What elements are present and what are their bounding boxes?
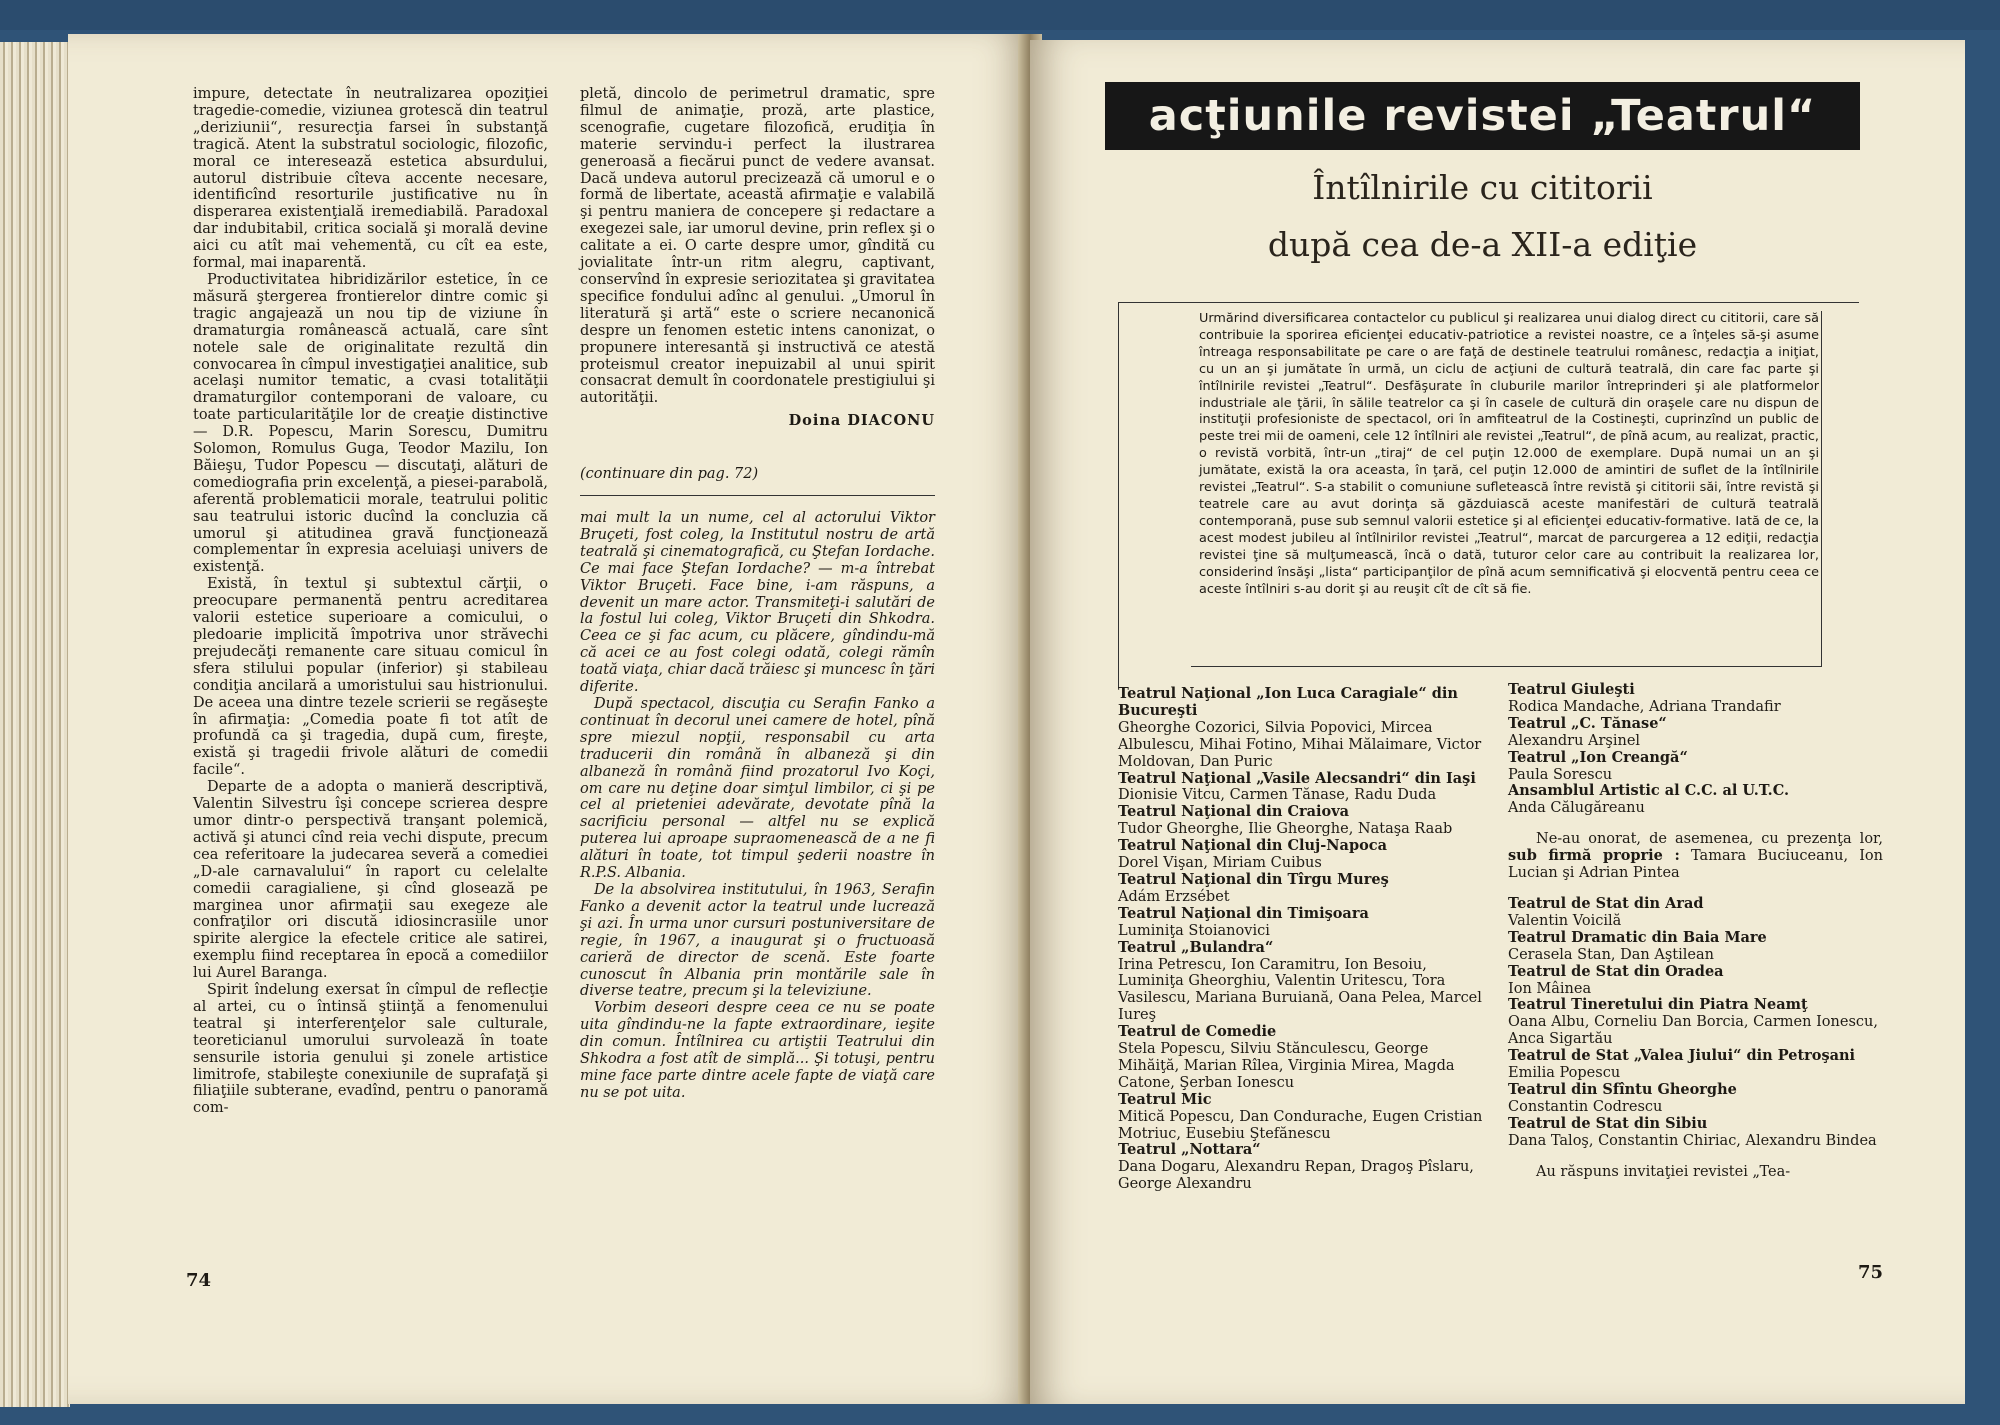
theatre-name: Teatrul Dramatic din Baia Mare	[1508, 928, 1767, 946]
participant-entry	[1508, 682, 1883, 716]
participants-column-2	[1508, 682, 1883, 1180]
page-stack-edge	[0, 42, 70, 1407]
actor-names: Rodica Mandache, Adriana Trandafir	[1508, 698, 1781, 715]
right-page	[1030, 40, 1965, 1404]
paragraph: impure, detectate în neutralizarea opoziţiei tragedie-comedie, viziunea grotescă din teatrul „deriziunii“, resurecţia farsei în substanţă tragică. Atent la substratul sociologic, filozofic, moral ce interesează estetica absurdului, autorul distribuie cîteva accente necesare, identificînd resorturile justificative nu în disperarea existenţială iremediabilă. Paradoxal dar indubitabil, critica socială şi morală devine aici cu atît mai vehementă, cu cît ea este, formal, mai inaparentă.	[193, 86, 548, 272]
actor-names: Anda Călugăreanu	[1508, 800, 1645, 817]
honored-paragraph	[1508, 831, 1883, 882]
theatre-name: Teatrul „C. Tănase“	[1508, 714, 1667, 732]
actor-names: Dana Dogaru, Alexandru Repan, Dragoş Pîslaru, George Alexandru	[1118, 1159, 1474, 1193]
italic-article-text	[580, 510, 935, 1102]
participant-entry	[1508, 1082, 1883, 1116]
theatre-name: Teatrul Naţional „Vasile Alecsandri“ din Iaşi	[1118, 769, 1476, 787]
actor-names: Emilia Popescu	[1508, 1065, 1621, 1082]
participant-entry	[1508, 997, 1883, 1048]
actor-names: Cerasela Stan, Dan Aştilean	[1508, 946, 1714, 963]
paragraph: pletă, dincolo de perimetrul dramatic, spre filmul de animaţie, proză, arte plastice, scenografie, cugetare filozofică, erudiţia în materie servindu-i perfect la ilustrarea generoasă a fiecărui punct de vedere avansat. Dacă undeva autorul precizează că umorul e o formă de libertate, această afirmaţie e valabilă şi pentru maniera de concepere şi redactare a exegezei sale, iar umorul devine, prin reflex şi o calitate a ei. O carte despre umor, gîndită cu jovialitate într-un ritm alegru, captivant, conservînd în expresie seriozitatea şi gravitatea specifice fondului adînc al genului. „Umorul în literatură şi artă“ este o scriere necanonică despre un fenomen estetic intens canonizat, o propunere interesantă şi instructivă ce atestă proteismul creator inepuizabil al unui spirit consacrat demult în coordonatele prestigiului şi autorităţii.	[580, 86, 935, 407]
honored-people: Tamara Buciuceanu, Ion Lucian şi Adrian Pintea	[1508, 848, 1883, 882]
participant-entry	[1118, 872, 1493, 906]
participant-entry	[1508, 1048, 1883, 1082]
left-column-1	[193, 86, 548, 1117]
actor-names: Dionisie Vitcu, Carmen Tănase, Radu Duda	[1118, 787, 1437, 804]
actor-names: Stela Popescu, Silviu Stănculescu, George Mihăiţă, Marian Rîlea, Virginia Mirea, Magda Catone, Şerban Ionescu	[1118, 1041, 1455, 1091]
theatre-name: Teatrul Naţional din Craiova	[1118, 803, 1350, 821]
actor-names: Mitică Popescu, Dan Condurache, Eugen Cristian Motriuc, Eusebiu Ştefănescu	[1118, 1108, 1483, 1142]
theatre-name: Teatrul de Stat din Sibiu	[1508, 1114, 1708, 1132]
paragraph: Productivitatea hibridizărilor estetice, în ce măsură ştergerea frontierelor dintre comic şi tragic angajează un nou tip de viziune în dramaturgia românească actuală, care sînt notele sale de originalitate rezultă din convocarea în cîmpul investigaţiei analitice, sub acelaşi numitor tematic, a cvasi totalităţii dramaturgilor contemporani de valoare, cu toate particularităţile lor de creaţie distinctive — D.R. Popescu, Marin Sorescu, Dumitru Solomon, Romulus Guga, Teodor Mazilu, Ion Băieşu, Tudor Popescu — discutaţi, alături de comediografia prin excelenţă, a piesei-parabolă, aferentă problematicii morale, teatrului politic sau teatrului istoric ducînd la concluzia că umorul şi atitudinea gravă funcţionează complementar în expresia aceluiaşi univers de existenţă.	[193, 271, 548, 576]
participant-entry	[1118, 1024, 1493, 1092]
theatre-name: Teatrul Tineretului din Piatra Neamţ	[1508, 996, 1808, 1014]
actor-names: Alexandru Arşinel	[1508, 732, 1641, 749]
theatre-name: Teatrul Naţional din Tîrgu Mureş	[1118, 870, 1389, 888]
paragraph: Vorbim deseori despre ceea ce nu se poate uita gîndindu-ne la fapte extraordinare, ieşite din comun. Întîlnirea cu artiştii Teatrului din Shkodra a fost atît de simplă... Şi totuşi, pentru mine face parte dintre acele fapte de viaţă care nu se pot uita.	[580, 1000, 935, 1101]
actor-names: Dorel Vişan, Miriam Cuibus	[1118, 855, 1322, 872]
theatre-name: Teatrul Mic	[1118, 1090, 1212, 1108]
participant-entry	[1508, 783, 1883, 817]
paragraph: mai mult la un nume, cel al actorului Viktor Bruçeti, fost coleg, la Institutul nostru de artă teatrală şi cinematografică, cu Ştefan Iordache. Ce mai face Ştefan Iordache? — m-a întrebat Viktor Bruçeti. Face bine, i-am răspuns, a devenit un mare actor. Transmiteţi-i salutări de la fostul lui coleg, Viktor Bruçeti din Shkodra. Ceea ce şi fac acum, cu plăcere, gîndindu-mă că acei ce au fost colegi odată, colegi rămîn toată viaţa, chiar dacă trăiesc şi muncesc în ţări diferite.	[580, 510, 935, 696]
participant-entry	[1508, 896, 1883, 930]
actor-names: Valentin Voicilă	[1508, 912, 1622, 929]
participant-entry	[1118, 1142, 1493, 1193]
actor-names: Oana Albu, Corneliu Dan Borcia, Carmen Ionescu, Anca Sigartău	[1508, 1014, 1878, 1048]
theatre-name: Teatrul „Bulandra“	[1118, 938, 1274, 956]
headline-line-2: după cea de-a XII-a ediţie	[1267, 225, 1698, 264]
paragraph: Există, în textul şi subtextul cărţii, o preocupare permanentă pentru acreditarea valorii estetice superioare a comicului, o pledoarie implicită împotriva unor străvechi prejudecăţi remanente care situau comicul în sfera stilului popular (inferior) şi stabileau condiţia ancilară a umoristului sau histrionului. De aceea una dintre tezele scrierii se regăseşte în afirmaţia: „Comedia poate fi tot atît de profundă ca şi tragedia, după cum, fireşte, există şi tragedii frivole alături de comedii facile“.	[193, 576, 548, 779]
left-column-2	[580, 86, 935, 1102]
honored-intro: Ne-au onorat, de asemenea, cu prezenţa lor,	[1536, 831, 1883, 848]
participant-entry	[1118, 1092, 1493, 1143]
headline-line-1: Întîlnirile cu cititorii	[1312, 168, 1653, 207]
participant-entry	[1508, 750, 1883, 784]
actor-names: Constantin Codrescu	[1508, 1098, 1663, 1115]
participant-entry	[1118, 838, 1493, 872]
paragraph: De la absolvirea institutului, în 1963, Serafin Fanko a devenit actor la teatrul unde lucrează şi azi. În urma unor cursuri postuniversitare de regie, în 1967, a inaugurat şi o fructuoasă carieră de director de scenă. Este foarte cunoscut în Albania prin montările sale în diverse teatre, precum şi la televiziune.	[580, 881, 935, 1000]
theatre-name: Teatrul Naţional din Cluj-Napoca	[1118, 837, 1387, 855]
actor-names: Irina Petrescu, Ion Caramitru, Ion Besoiu, Luminiţa Gheorghiu, Valentin Uritescu, Tora Vasilescu, Mariana Buruiană, Oana Pelea, Marcel Iureş	[1118, 956, 1482, 1024]
participant-entry	[1118, 771, 1493, 805]
participants-column-1	[1118, 686, 1493, 1193]
paragraph: Departe de a adopta o manieră descriptivă, Valentin Silvestru îşi concepe scrierea despre umor dintr-o perspectivă tranşant polemică, activă şi atunci cînd reia vechi dispute, precum cea referitoare la judecarea severă a comediei „D-ale carnavalului“ în raport cu celelalte comedii caragialiene, şi cînd glosează pe marginea unor afirmaţii sau exegeze ale confraţilor ori discută idiosincrasiile unor spirite alergice la efectele critice ale satirei, exemplu fiind receptarea în epocă a comediilor lui Aurel Baranga.	[193, 779, 548, 982]
actor-names: Paula Sorescu	[1508, 766, 1613, 783]
actor-names: Gheorghe Cozorici, Silvia Popovici, Mircea Albulescu, Mihai Fotino, Mihai Mălaimare, Victor Moldovan, Dan Puric	[1118, 719, 1482, 770]
actor-names: Tudor Gheorghe, Ilie Gheorghe, Nataşa Raab	[1118, 821, 1453, 838]
participant-entry	[1508, 716, 1883, 750]
intro-text: Urmărind diversificarea contactelor cu publicul şi realizarea unui dialog direct cu cititorii, care să contribuie la sporirea eficienţei educativ-patriotice a revistei noastre, ce a înţeles să-şi asume întreaga responsabilitate pe care o are faţă de destinele teatrului românesc, redacţia a iniţiat, cu un an şi jumătate în urmă, un ciclu de acţiuni de cultură teatrală, din care fac parte şi întîlnirile revistei „Teatrul“. Desfăşurate în cluburile marilor întreprinderi şi ale platformelor industriale ale ţării, în sălile teatrelor ca şi în casele de cultură din oraşele care nu dispun de instituţii profesioniste de spectacol, ori în amfiteatrul de la Costineşti, cuprinzînd un public de peste trei mii de oameni, cele 12 întîlniri ale revistei „Teatrul“, de pînă acum, au realizat, practic, o revistă vorbită, într-un „tiraj“ de cel puţin 12.000 de exemplare. După numai un an şi jumătate, există la ora aceasta, în ţară, cel puţin 12.000 de amintiri de suflet de la întîlnirile revistei „Teatrul“. S-a stabilit o comuniune sufletească între revistă şi cititorii săi, între revistă şi teatrele care au avut dorinţa să găzduiască aceste manifestări de cultură teatrală contemporană, puse sub semnul valorii estetice şi al eficienţei educativ-formative. Iată de ce, la acest modest jubileu al întîlnirilor revistei „Teatrul“, marcat de parcurgerea a 12 ediţii, redacţia revistei ţine să mulţumească, încă o dată, tuturor celor care au contribuit la realizarea lor, considerind însăşi „lista“ participanţilor de pînă acum semnificativă şi elocventă pentru ceea ce aceste întîlniri s-au dorit şi au reuşit cît de cît să fie.	[1199, 311, 1819, 597]
author-signature: Doina DIACONU	[788, 412, 935, 430]
theatre-name: Teatrul de Stat „Valea Jiului“ din Petroşani	[1508, 1047, 1856, 1065]
theatre-name: Teatrul din Sfîntu Gheorghe	[1508, 1080, 1737, 1098]
participant-entry	[1118, 804, 1493, 838]
page-number: 74	[186, 1270, 212, 1291]
left-page	[68, 34, 1030, 1404]
paragraph: Spirit îndelung exersat în cîmpul de reflecţie al artei, cu o întinsă ştiinţă a fenomenului teatral şi interferenţelor sale culturale, teoreticianul umorului survolează în toate sensurile istoria genului şi zonele artistice limitrofe, stabileşte conexiunile de suprafaţă şi filiaţiile subterane, evadînd, pentru o panoramă com-	[193, 982, 548, 1117]
actor-names: Ion Mâinea	[1508, 980, 1592, 997]
theatre-name: Teatrul Giuleşti	[1508, 681, 1635, 698]
honored-bold: sub firmă proprie :	[1508, 847, 1680, 865]
theatre-name: Teatrul „Nottara“	[1118, 1141, 1261, 1159]
intro-frame	[1118, 302, 1859, 688]
theatre-name: Teatrul de Stat din Oradea	[1508, 962, 1724, 980]
participant-entry	[1118, 906, 1493, 940]
theatre-name: Teatrul Naţional „Ion Luca Caragiale“ din Bucureşti	[1118, 685, 1458, 719]
participant-entry	[1508, 964, 1883, 998]
page-number: 75	[1858, 1262, 1884, 1283]
theatre-name: Teatrul de Stat din Arad	[1508, 894, 1704, 912]
theatre-name: Teatrul de Comedie	[1118, 1023, 1277, 1041]
theatre-name: Teatrul Naţional din Timişoara	[1118, 904, 1369, 922]
closing-line: Au răspuns invitaţiei revistei „Tea-	[1536, 1163, 1791, 1180]
paragraph: După spectacol, discuţia cu Serafin Fanko a continuat în decorul unei camere de hotel, pînă spre miezul nopţii, responsabil cu arta traducerii din română în albaneză şi din albaneză în română fiind prozatorul Ivo Koçi, om care nu deţine doar simţul limbilor, ci şi pe cel al prieteniei adevărate, devotate pînă la sacrificiu personal — altfel nu se explică puterea lui aproape supraomenească de a ne fi alături în toate, tot timpul şederii noastre în R.P.S. Albania.	[580, 696, 935, 882]
actor-names: Luminiţa Stoianovici	[1118, 922, 1270, 939]
theatre-name: Teatrul „Ion Creangă“	[1508, 748, 1688, 766]
intro-frame-inner	[1191, 311, 1822, 667]
participant-entry	[1118, 686, 1493, 771]
actor-names: Adám Erzsébet	[1118, 888, 1230, 905]
participant-entry	[1118, 940, 1493, 1025]
section-banner: acţiunile revistei „Teatrul“	[1105, 82, 1860, 150]
participant-entry	[1508, 1116, 1883, 1150]
continuation-note: (continuare din pag. 72)	[580, 466, 935, 496]
theatre-name: Ansamblul Artistic al C.C. al U.T.C.	[1508, 782, 1790, 800]
participant-entry	[1508, 930, 1883, 964]
actor-names: Dana Taloş, Constantin Chiriac, Alexandru Bindea	[1508, 1132, 1877, 1149]
